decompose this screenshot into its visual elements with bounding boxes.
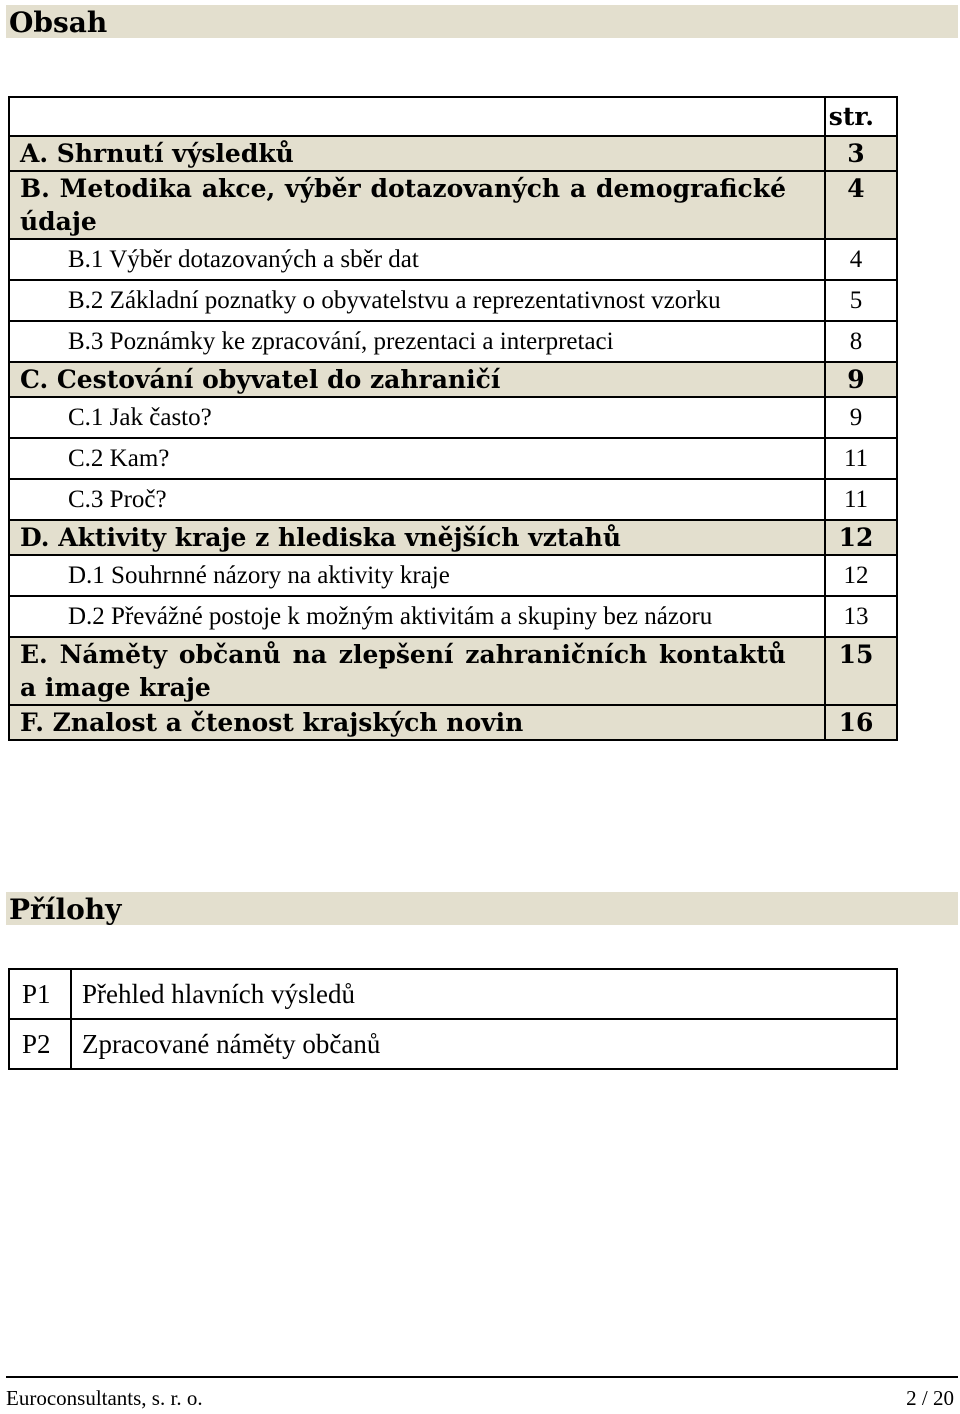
contents-header-row <box>9 97 897 136</box>
toc-section-row <box>9 171 897 239</box>
toc-entry-label: B. Metodika akce, výběr dotazovaných a demografické údaje <box>9 171 825 239</box>
toc-entry-label: C.3 Proč? <box>9 479 825 520</box>
toc-entry-page: 16 <box>825 705 897 740</box>
toc-entry-page: 12 <box>825 555 897 596</box>
appendix-row <box>9 1019 897 1069</box>
toc-entry-page: 3 <box>825 136 897 171</box>
toc-entry-page: 4 <box>825 239 897 280</box>
toc-section-row <box>9 637 897 705</box>
toc-section-row <box>9 520 897 555</box>
toc-entry-label: B.1 Výběr dotazovaných a sběr dat <box>9 239 825 280</box>
appendix-title: Zpracované náměty občanů <box>71 1019 897 1069</box>
toc-entry-label: C.2 Kam? <box>9 438 825 479</box>
toc-entry-label: C.1 Jak často? <box>9 397 825 438</box>
toc-subsection-row <box>9 239 897 280</box>
toc-subsection-row <box>9 438 897 479</box>
footer-divider <box>6 1376 958 1378</box>
toc-section-row <box>9 136 897 171</box>
footer-page-number: 2 / 20 <box>906 1386 954 1410</box>
appendices-heading: Přílohy <box>6 892 958 925</box>
toc-entry-label: D.2 Převážné postoje k možným aktivitám a skupiny bez názoru <box>9 596 825 637</box>
toc-entry-label: A. Shrnutí výsledků <box>9 136 825 171</box>
toc-entry-page: 12 <box>825 520 897 555</box>
toc-entry-label: B.3 Poznámky ke zpracování, prezentaci a interpretaci <box>9 321 825 362</box>
toc-entry-page: 15 <box>825 637 897 705</box>
toc-entry-label: B.2 Základní poznatky o obyvatelstvu a reprezentativnost vzorku <box>9 280 825 321</box>
toc-subsection-row <box>9 555 897 596</box>
contents-table <box>8 96 898 741</box>
appendix-row <box>9 969 897 1019</box>
toc-entry-page: 5 <box>825 280 897 321</box>
toc-entry-page: 9 <box>825 397 897 438</box>
toc-entry-label: E. Náměty občanů na zlepšení zahraničních kontaktů a image kraje <box>9 637 825 705</box>
toc-subsection-row <box>9 596 897 637</box>
appendix-code: P2 <box>9 1019 71 1069</box>
toc-section-row <box>9 705 897 740</box>
toc-entry-label: F. Znalost a čtenost krajských novin <box>9 705 825 740</box>
contents-heading: Obsah <box>6 5 958 38</box>
toc-subsection-row <box>9 321 897 362</box>
toc-entry-page: 9 <box>825 362 897 397</box>
appendices-table <box>8 968 898 1070</box>
toc-entry-page: 11 <box>825 438 897 479</box>
toc-entry-page: 4 <box>825 171 897 239</box>
toc-subsection-row <box>9 479 897 520</box>
appendix-code: P1 <box>9 969 71 1019</box>
appendix-title: Přehled hlavních výsledů <box>71 969 897 1019</box>
toc-entry-page: 13 <box>825 596 897 637</box>
toc-section-row <box>9 362 897 397</box>
toc-entry-label: D. Aktivity kraje z hlediska vnějších vztahů <box>9 520 825 555</box>
toc-subsection-row <box>9 280 897 321</box>
toc-subsection-row <box>9 397 897 438</box>
toc-entry-page: 8 <box>825 321 897 362</box>
toc-entry-page: 11 <box>825 479 897 520</box>
toc-entry-label: C. Cestování obyvatel do zahraničí <box>9 362 825 397</box>
footer-company: Euroconsultants, s. r. o. <box>6 1386 203 1410</box>
page-column-label: str. <box>825 97 897 136</box>
toc-entry-label: D.1 Souhrnné názory na aktivity kraje <box>9 555 825 596</box>
